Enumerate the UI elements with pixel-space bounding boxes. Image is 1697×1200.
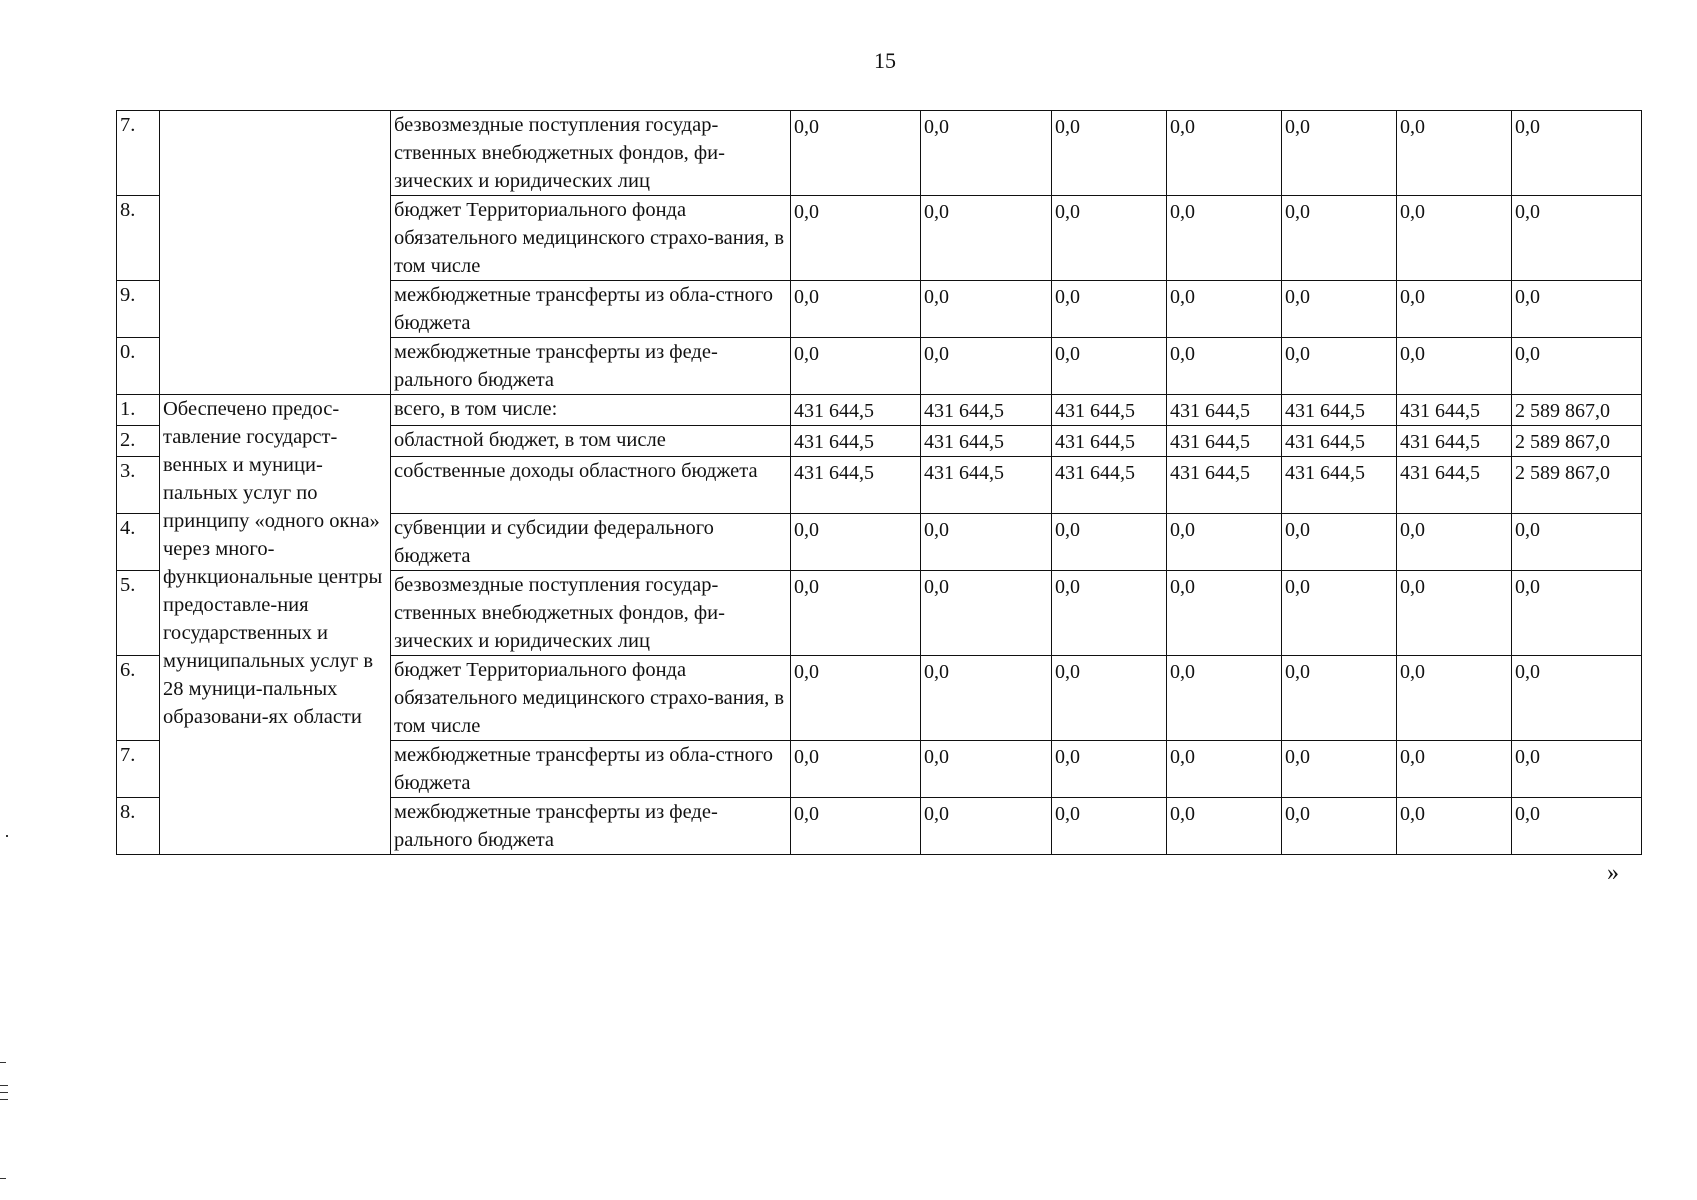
value-cell: 0,0 <box>921 111 1052 196</box>
value-cell: 0,0 <box>921 196 1052 281</box>
row-description: собственные доходы областного бюджета <box>391 457 791 514</box>
value-cell: 431 644,5 <box>1052 457 1167 514</box>
row-description: бюджет Территориального фонда обязательного медицинского страхо-вания, в том числе <box>391 196 791 281</box>
value-cell: 0,0 <box>1167 741 1282 798</box>
row-description: межбюджетные трансферты из феде-рального бюджета <box>391 798 791 855</box>
value-cell: 431 644,5 <box>791 457 921 514</box>
value-cell: 0,0 <box>921 514 1052 571</box>
value-cell: 431 644,5 <box>1397 395 1512 426</box>
value-cell: 0,0 <box>791 111 921 196</box>
value-cell: 431 644,5 <box>1167 457 1282 514</box>
value-cell: 0,0 <box>921 798 1052 855</box>
budget-table <box>116 110 1642 855</box>
value-cell: 0,0 <box>1512 338 1642 395</box>
value-cell: 0,0 <box>1282 338 1397 395</box>
row-description: межбюджетные трансферты из обла-стного бюджета <box>391 741 791 798</box>
table-row <box>117 395 1642 426</box>
value-cell: 0,0 <box>1282 571 1397 656</box>
closing-quote: » <box>1607 860 1619 886</box>
value-cell: 0,0 <box>1512 741 1642 798</box>
row-index: 1. <box>117 395 160 426</box>
value-cell: 431 644,5 <box>791 395 921 426</box>
scan-artifact <box>0 1092 8 1093</box>
value-cell: 431 644,5 <box>921 395 1052 426</box>
row-index: 2. <box>117 426 160 457</box>
value-cell: 0,0 <box>1397 196 1512 281</box>
value-cell: 0,0 <box>1512 798 1642 855</box>
row-index: 5. <box>117 571 160 656</box>
value-cell: 0,0 <box>921 281 1052 338</box>
value-cell: 0,0 <box>921 338 1052 395</box>
scan-artifact <box>0 1178 6 1179</box>
value-cell: 0,0 <box>1052 196 1167 281</box>
value-cell: 431 644,5 <box>1052 395 1167 426</box>
value-cell: 431 644,5 <box>921 457 1052 514</box>
row-index: 3. <box>117 457 160 514</box>
value-cell: 0,0 <box>791 571 921 656</box>
value-cell: 431 644,5 <box>1397 426 1512 457</box>
value-cell: 0,0 <box>1512 656 1642 741</box>
row-description: субвенции и субсидии федерального бюджета <box>391 514 791 571</box>
value-cell: 0,0 <box>1512 571 1642 656</box>
value-cell: 431 644,5 <box>1167 426 1282 457</box>
value-cell: 0,0 <box>1052 656 1167 741</box>
row-description: областной бюджет, в том числе <box>391 426 791 457</box>
value-cell: 0,0 <box>1167 196 1282 281</box>
scan-artifact <box>6 835 8 837</box>
row-description: всего, в том числе: <box>391 395 791 426</box>
row-index: 7. <box>117 741 160 798</box>
value-cell: 0,0 <box>1052 741 1167 798</box>
value-cell: 0,0 <box>1397 281 1512 338</box>
scan-artifact <box>0 1062 6 1063</box>
value-cell: 0,0 <box>1052 281 1167 338</box>
row-description: межбюджетные трансферты из феде-рального бюджета <box>391 338 791 395</box>
value-cell: 0,0 <box>1397 111 1512 196</box>
value-cell: 0,0 <box>791 338 921 395</box>
value-cell: 0,0 <box>791 798 921 855</box>
value-cell: 2 589 867,0 <box>1512 395 1642 426</box>
value-cell: 0,0 <box>1397 798 1512 855</box>
value-cell: 0,0 <box>1167 798 1282 855</box>
value-cell: 0,0 <box>921 656 1052 741</box>
value-cell: 0,0 <box>1282 281 1397 338</box>
value-cell: 0,0 <box>1167 281 1282 338</box>
value-cell: 0,0 <box>1512 111 1642 196</box>
scan-artifact <box>0 1085 8 1086</box>
value-cell: 0,0 <box>1397 338 1512 395</box>
row-index: 9. <box>117 281 160 338</box>
value-cell: 0,0 <box>1512 514 1642 571</box>
value-cell: 0,0 <box>1512 196 1642 281</box>
value-cell: 2 589 867,0 <box>1512 426 1642 457</box>
value-cell: 0,0 <box>1167 111 1282 196</box>
value-cell: 0,0 <box>1512 281 1642 338</box>
value-cell: 0,0 <box>1397 514 1512 571</box>
value-cell: 0,0 <box>1282 514 1397 571</box>
value-cell: 0,0 <box>1052 571 1167 656</box>
row-index: 4. <box>117 514 160 571</box>
value-cell: 0,0 <box>1282 111 1397 196</box>
row-description: межбюджетные трансферты из обла-стного бюджета <box>391 281 791 338</box>
value-cell: 0,0 <box>1167 571 1282 656</box>
value-cell: 0,0 <box>921 741 1052 798</box>
row-index: 6. <box>117 656 160 741</box>
value-cell: 0,0 <box>1167 514 1282 571</box>
value-cell: 431 644,5 <box>1282 395 1397 426</box>
value-cell: 0,0 <box>1167 656 1282 741</box>
value-cell: 0,0 <box>1397 741 1512 798</box>
row-description: безвозмездные поступления государ-ственных внебюджетных фондов, фи-зических и юридических лиц <box>391 111 791 196</box>
budget-table-body <box>117 111 1642 855</box>
row-index: 8. <box>117 798 160 855</box>
value-cell: 0,0 <box>1052 338 1167 395</box>
value-cell: 0,0 <box>1052 798 1167 855</box>
value-cell: 0,0 <box>791 741 921 798</box>
value-cell: 0,0 <box>1397 571 1512 656</box>
value-cell: 431 644,5 <box>791 426 921 457</box>
value-cell: 0,0 <box>921 571 1052 656</box>
empty-group-cell <box>160 111 391 395</box>
value-cell: 0,0 <box>1282 656 1397 741</box>
row-index: 8. <box>117 196 160 281</box>
value-cell: 0,0 <box>1052 111 1167 196</box>
value-cell: 0,0 <box>1052 514 1167 571</box>
value-cell: 0,0 <box>1282 196 1397 281</box>
value-cell: 431 644,5 <box>1282 426 1397 457</box>
value-cell: 0,0 <box>1282 741 1397 798</box>
value-cell: 431 644,5 <box>1167 395 1282 426</box>
value-cell: 431 644,5 <box>1052 426 1167 457</box>
value-cell: 0,0 <box>791 196 921 281</box>
row-index: 7. <box>117 111 160 196</box>
value-cell: 431 644,5 <box>1397 457 1512 514</box>
row-description: бюджет Территориального фонда обязательного медицинского страхо-вания, в том числе <box>391 656 791 741</box>
value-cell: 0,0 <box>1167 338 1282 395</box>
value-cell: 0,0 <box>1397 656 1512 741</box>
row-index: 0. <box>117 338 160 395</box>
value-cell: 431 644,5 <box>1282 457 1397 514</box>
group-label: Обеспечено предос-тавление государст-венных и муници-пальных услуг по принципу «одного окна» через много-функциональные центры предоставле-ния государственных и муниципальных услуг в 28 муници-пальных образовани-ях области <box>160 395 391 855</box>
value-cell: 0,0 <box>1282 798 1397 855</box>
page-number: 15 <box>874 48 896 73</box>
value-cell: 0,0 <box>791 514 921 571</box>
value-cell: 0,0 <box>791 656 921 741</box>
value-cell: 0,0 <box>791 281 921 338</box>
scan-artifact <box>0 1099 8 1100</box>
value-cell: 2 589 867,0 <box>1512 457 1642 514</box>
table-row <box>117 111 1642 196</box>
row-description: безвозмездные поступления государ-ственных внебюджетных фондов, фи-зических и юридических лиц <box>391 571 791 656</box>
value-cell: 431 644,5 <box>921 426 1052 457</box>
